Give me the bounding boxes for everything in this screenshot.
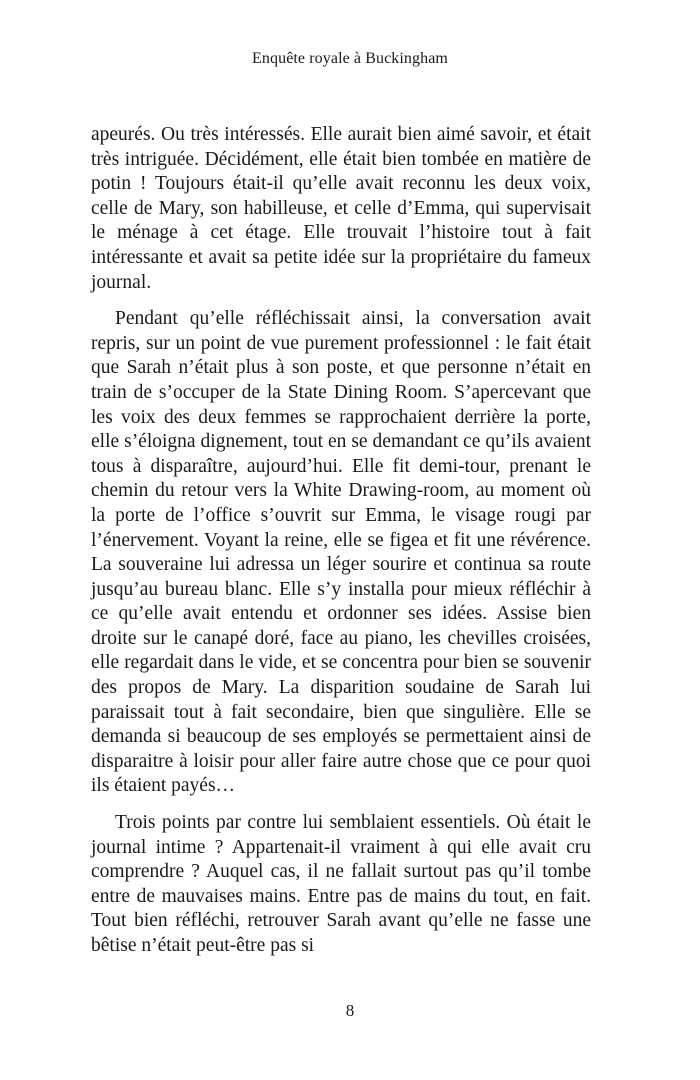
paragraph-2: Pendant qu’elle réfléchissait ainsi, la conversation avait repris, sur un point de vue purement professionnel : le fait était que Sarah n’était plus à son poste, et que personne n’était en train de s’occuper de la State Dining Room. S’apercevant que les voix des deux femmes se rapprochaient derrière la porte, elle s’éloigna dignement, tout en se demandant ce qu’ils avaient tous à disparaître, aujourd’hui. Elle fit demi-tour, prenant le chemin du retour vers la White Drawing-room, au moment où la porte de l’office s’ouvrit sur Emma, le visage rougi par l’énervement. Voyant la reine, elle se figea et fit une révérence. La souveraine lui adressa un léger sourire et continua sa route jusqu’au bureau blanc. Elle s’y installa pour mieux réfléchir à ce qu’elle avait entendu et ordonner ses idées. Assise bien droite sur le canapé doré, face au piano, les chevilles croisées, elle regardait dans le vide, et se concentra pour bien se souvenir des propos de Mary. La disparition soudaine de Sarah lui paraissait tout à fait secondaire, bien que singulière. Elle se demanda si beaucoup de ses employés se permettaient ainsi de disparaitre à loisir pour aller faire autre chose que ce pour quoi ils étaient payés… (91, 308, 591, 797)
paragraph-3: Trois points par contre lui semblaient essentiels. Où était le journal intime ? Appartenait-il vraiment à qui elle avait cru comprendre ? Auquel cas, il ne fallait surtout pas qu’il tombe entre de mauvaises mains. Entre pas de mains du tout, en fait. Tout bien réfléchi, retrouver Sarah avant qu’elle ne fasse une bêtise n’était peut-être pas si (91, 812, 591, 956)
paragraph-1: apeurés. Ou très intéressés. Elle aurait bien aimé savoir, et était très intriguée. Décidément, elle était bien tombée en matière de potin ! Toujours était-il qu’elle avait reconnu les deux voix, celle de Mary, son habilleuse, et celle d’Emma, qui supervisait le ménage à cet étage. Elle trouvait l’histoire tout à fait intéressante et avait sa petite idée sur la propriétaire du fameux journal. (91, 124, 591, 293)
running-header: Enquête royale à Buckingham (252, 50, 448, 67)
body-text (91, 123, 591, 971)
page-number: 8 (345, 1001, 355, 1020)
